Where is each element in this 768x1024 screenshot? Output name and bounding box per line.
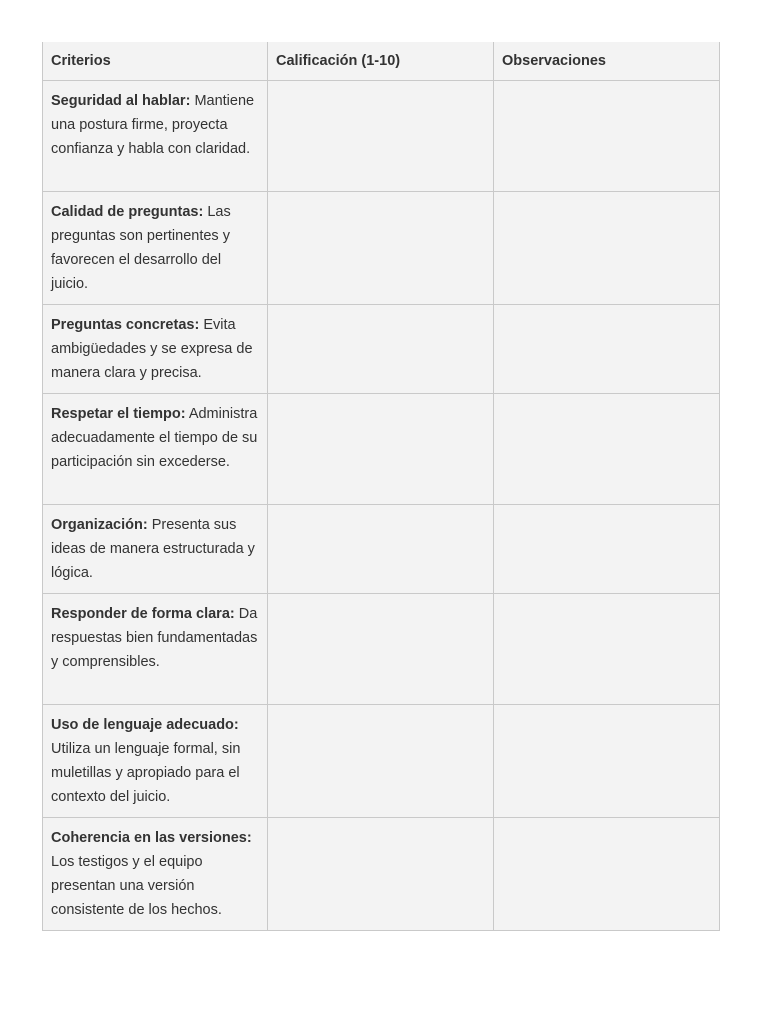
criterion-text: Las preguntas son pertinentes y favorecen el desarrollo del juicio. bbox=[51, 204, 231, 292]
criterion-title: Seguridad al hablar: bbox=[51, 93, 191, 109]
table-row bbox=[43, 594, 720, 705]
criterion-cell bbox=[43, 192, 268, 305]
score-cell[interactable] bbox=[268, 305, 494, 394]
notes-cell[interactable] bbox=[494, 594, 720, 705]
criterion-text: Mantiene una postura firme, proyecta confianza y habla con claridad. bbox=[51, 93, 255, 157]
table-row bbox=[43, 705, 720, 818]
criterion-text: Da respuestas bien fundamentadas y comprensibles. bbox=[51, 606, 258, 670]
criterion-title: Coherencia en las versiones: bbox=[51, 830, 252, 846]
table-row bbox=[43, 394, 720, 505]
header-observaciones: Observaciones bbox=[494, 42, 720, 81]
notes-cell[interactable] bbox=[494, 192, 720, 305]
notes-cell[interactable] bbox=[494, 394, 720, 505]
table-row bbox=[43, 305, 720, 394]
score-cell[interactable] bbox=[268, 705, 494, 818]
criterion-cell bbox=[43, 305, 268, 394]
criterion-text: Los testigos y el equipo presentan una versión consistente de los hechos. bbox=[51, 854, 222, 918]
table-header bbox=[43, 42, 720, 81]
criterion-text: Utiliza un lenguaje formal, sin muletillas y apropiado para el contexto del juicio. bbox=[51, 741, 241, 805]
table-row bbox=[43, 81, 720, 192]
criterion-cell bbox=[43, 394, 268, 505]
criterion-text: Presenta sus ideas de manera estructurada y lógica. bbox=[51, 517, 255, 581]
criterion-text: Administra adecuadamente el tiempo de su participación sin excederse. bbox=[51, 406, 258, 470]
notes-cell[interactable] bbox=[494, 818, 720, 931]
score-cell[interactable] bbox=[268, 192, 494, 305]
criterion-title: Preguntas concretas: bbox=[51, 317, 200, 333]
criterion-cell bbox=[43, 705, 268, 818]
criterion-title: Organización: bbox=[51, 517, 148, 533]
criterion-text: Evita ambigüedades y se expresa de manera clara y precisa. bbox=[51, 317, 253, 381]
criterion-cell bbox=[43, 505, 268, 594]
table-row bbox=[43, 192, 720, 305]
header-row bbox=[43, 42, 720, 81]
criterion-cell bbox=[43, 818, 268, 931]
table-body bbox=[43, 81, 720, 931]
notes-cell[interactable] bbox=[494, 81, 720, 192]
notes-cell[interactable] bbox=[494, 505, 720, 594]
score-cell[interactable] bbox=[268, 505, 494, 594]
header-calificacion: Calificación (1-10) bbox=[268, 42, 494, 81]
criterion-title: Uso de lenguaje adecuado: bbox=[51, 717, 239, 733]
score-cell[interactable] bbox=[268, 394, 494, 505]
table-row bbox=[43, 505, 720, 594]
criterion-cell bbox=[43, 594, 268, 705]
criterion-title: Respetar el tiempo: bbox=[51, 406, 186, 422]
score-cell[interactable] bbox=[268, 81, 494, 192]
header-criterios: Criterios bbox=[43, 42, 268, 81]
score-cell[interactable] bbox=[268, 594, 494, 705]
table-row bbox=[43, 818, 720, 931]
notes-cell[interactable] bbox=[494, 705, 720, 818]
score-cell[interactable] bbox=[268, 818, 494, 931]
criterion-cell bbox=[43, 81, 268, 192]
criterion-title: Responder de forma clara: bbox=[51, 606, 235, 622]
criterion-title: Calidad de preguntas: bbox=[51, 204, 204, 220]
rubric-table bbox=[42, 42, 720, 931]
notes-cell[interactable] bbox=[494, 305, 720, 394]
